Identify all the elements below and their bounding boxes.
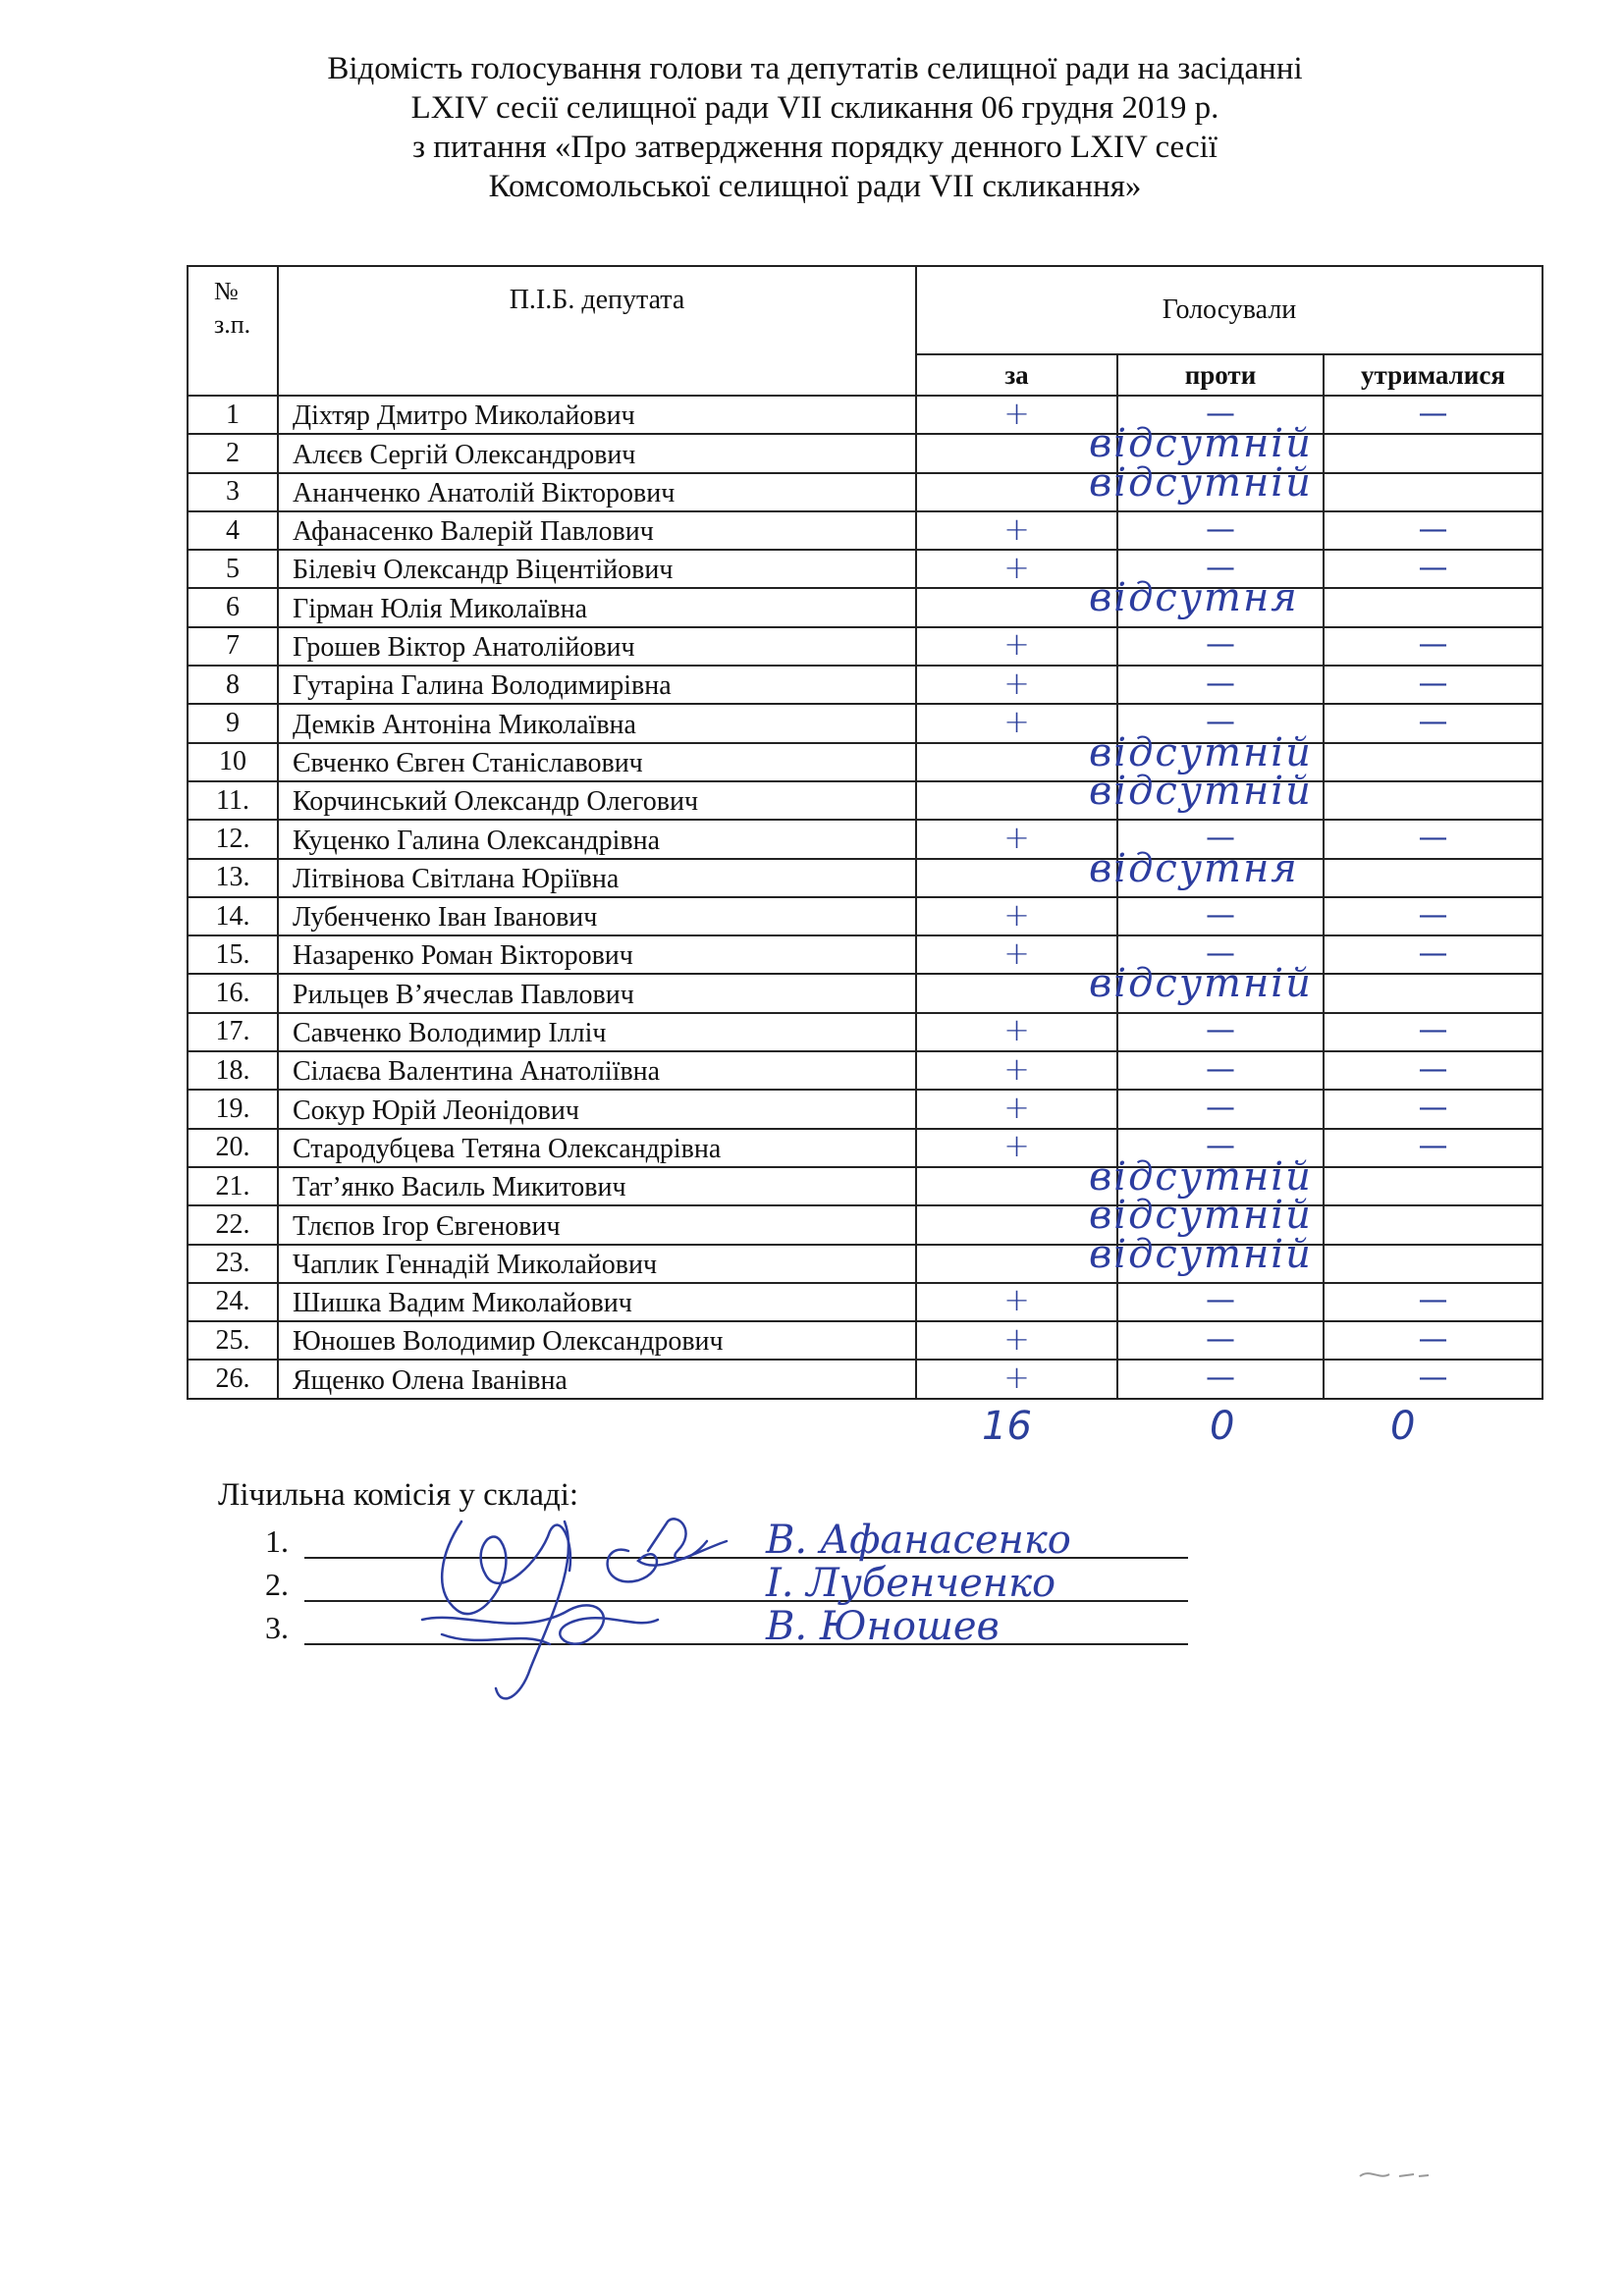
- row-number: 4: [188, 511, 278, 550]
- voting-table: [187, 265, 1543, 1400]
- vote-abstained: [1324, 743, 1543, 781]
- row-number: 17.: [188, 1013, 278, 1051]
- row-number: 12.: [188, 820, 278, 858]
- table-row: [188, 511, 1543, 550]
- vote-against: [1117, 1283, 1324, 1321]
- vote-against: [1117, 627, 1324, 666]
- plus-mark: +: [1003, 664, 1030, 702]
- table-body: [188, 396, 1543, 1399]
- vote-against: [1117, 897, 1324, 935]
- plus-mark: +: [1003, 895, 1030, 934]
- member-name: І. Лубенченко: [766, 1561, 1056, 1606]
- vote-against: [1117, 1051, 1324, 1090]
- dash-mark: —: [1206, 897, 1235, 933]
- dash-mark: —: [1206, 1321, 1235, 1357]
- dash-mark: —: [1206, 1090, 1235, 1125]
- vote-against: [1117, 511, 1324, 550]
- dash-mark: —: [1418, 1361, 1448, 1396]
- absent-note: відсутній: [1089, 961, 1313, 1007]
- row-number: 3: [188, 473, 278, 511]
- table-row: [188, 974, 1543, 1012]
- dash-mark: —: [1418, 627, 1448, 663]
- vote-against: [1117, 1321, 1324, 1360]
- row-number: 14.: [188, 897, 278, 935]
- vote-abstained: [1324, 550, 1543, 588]
- dash-mark: —: [1418, 705, 1448, 740]
- table-row: [188, 396, 1543, 434]
- handwritten-signatures: [403, 1482, 844, 1737]
- deputy-name: Грошев Віктор Анатолійович: [278, 627, 916, 666]
- row-number: 24.: [188, 1283, 278, 1321]
- vote-for: [916, 396, 1117, 434]
- table-row: [188, 1321, 1543, 1360]
- dash-mark: —: [1206, 705, 1235, 740]
- commission-label: Лічильна комісія у складі:: [218, 1477, 579, 1513]
- member-number: 3.: [265, 1610, 289, 1645]
- dash-mark: —: [1418, 1129, 1448, 1164]
- vote-against: [1117, 396, 1324, 434]
- vote-abstained: [1324, 1321, 1543, 1360]
- row-number: 26.: [188, 1360, 278, 1398]
- vote-for: [916, 1283, 1117, 1321]
- row-number: 11.: [188, 781, 278, 820]
- row-number: 19.: [188, 1090, 278, 1128]
- deputy-name: Назаренко Роман Вікторович: [278, 935, 916, 974]
- vote-for: [916, 627, 1117, 666]
- deputy-name: Рильцев В’ячеслав Павлович: [278, 974, 916, 1012]
- deputy-name: Афанасенко Валерій Павлович: [278, 511, 916, 550]
- table-row: [188, 935, 1543, 974]
- dash-mark: —: [1206, 511, 1235, 547]
- row-number: 6: [188, 588, 278, 626]
- deputy-name: Чаплик Геннадій Миколайович: [278, 1245, 916, 1283]
- total-for: 16: [982, 1404, 1032, 1449]
- table-row: [188, 897, 1543, 935]
- row-number: 5: [188, 550, 278, 588]
- dash-mark: —: [1418, 1090, 1448, 1125]
- vote-for: [916, 550, 1117, 588]
- title-line-4: Комсомольської селищної ради VII скликання»: [488, 169, 1142, 204]
- row-number: 13.: [188, 859, 278, 897]
- vote-against: [1089, 1231, 1324, 1283]
- vote-abstained: [1324, 666, 1543, 704]
- header-number: № з.п.: [188, 266, 278, 396]
- dash-mark: —: [1418, 935, 1448, 971]
- table-row: [188, 627, 1543, 666]
- table-row: [188, 588, 1543, 626]
- vote-for: [916, 859, 1117, 897]
- absent-note: відсутній: [1089, 421, 1313, 467]
- row-number: 16.: [188, 974, 278, 1012]
- dash-mark: —: [1206, 666, 1235, 701]
- dash-mark: —: [1418, 1051, 1448, 1087]
- absent-note: відсутній: [1089, 1231, 1313, 1277]
- vote-against: [1089, 768, 1324, 820]
- table-row: [188, 434, 1543, 472]
- vote-for: [916, 1013, 1117, 1051]
- table-row: [188, 473, 1543, 511]
- vote-for: [916, 974, 1117, 1012]
- table-row: [188, 1090, 1543, 1128]
- vote-for: [916, 1321, 1117, 1360]
- vote-for: [916, 588, 1117, 626]
- dash-mark: —: [1418, 666, 1448, 701]
- vote-against: [1117, 704, 1324, 742]
- row-number: 20.: [188, 1129, 278, 1167]
- document-title: [177, 49, 1453, 206]
- dash-mark: —: [1206, 820, 1235, 855]
- deputy-name: Стародубцева Тетяна Олександрівна: [278, 1129, 916, 1167]
- deputy-name: Тат’янко Василь Микитович: [278, 1167, 916, 1205]
- table-row: [188, 1360, 1543, 1398]
- vote-against: [1089, 845, 1324, 897]
- member-number: 1.: [265, 1523, 289, 1559]
- vote-abstained: [1324, 627, 1543, 666]
- vote-against: [1117, 1090, 1324, 1128]
- vote-against: [1089, 729, 1324, 781]
- vote-abstained: [1324, 1205, 1543, 1244]
- plus-mark: +: [1003, 1319, 1030, 1358]
- corner-mark: [1355, 2164, 1434, 2184]
- vote-abstained: [1324, 473, 1543, 511]
- row-number: 10: [188, 743, 278, 781]
- dash-mark: —: [1206, 627, 1235, 663]
- plus-mark: +: [1003, 1049, 1030, 1088]
- row-number: 22.: [188, 1205, 278, 1244]
- table-row: [188, 1205, 1543, 1244]
- header-voted: Голосували: [916, 266, 1543, 354]
- vote-for: [916, 473, 1117, 511]
- plus-mark: +: [1003, 1127, 1030, 1165]
- absent-note: відсутній: [1089, 459, 1313, 506]
- vote-against: [1089, 1153, 1324, 1205]
- absent-note: відсутня: [1089, 845, 1299, 891]
- table-row: [188, 859, 1543, 897]
- deputy-name: Демків Антоніна Миколаївна: [278, 704, 916, 742]
- vote-against: [1089, 1193, 1324, 1244]
- vote-against: [1089, 575, 1324, 626]
- dash-mark: —: [1418, 396, 1448, 431]
- deputy-name: Гірман Юлія Миколаївна: [278, 588, 916, 626]
- dash-mark: —: [1206, 1051, 1235, 1087]
- dash-mark: —: [1206, 1283, 1235, 1318]
- deputy-name: Алєєв Сергій Олександрович: [278, 434, 916, 472]
- deputy-name: Лубенченко Іван Іванович: [278, 897, 916, 935]
- deputy-name: Тлєпов Ігор Євгенович: [278, 1205, 916, 1244]
- deputy-name: Євченко Євген Станіславович: [278, 743, 916, 781]
- table-row: [188, 704, 1543, 742]
- deputy-name: Літвінова Світлана Юріївна: [278, 859, 916, 897]
- vote-for: [916, 666, 1117, 704]
- title-line-3: з питання «Про затвердження порядку денного LXIV сесії: [412, 130, 1218, 165]
- dash-mark: —: [1418, 897, 1448, 933]
- deputy-name: Діхтяр Дмитро Миколайович: [278, 396, 916, 434]
- table-row: [188, 550, 1543, 588]
- absent-note: відсутній: [1089, 1153, 1313, 1200]
- vote-for: [916, 704, 1117, 742]
- absent-note: відсутній: [1089, 729, 1313, 775]
- vote-against: [1117, 1360, 1324, 1398]
- row-number: 15.: [188, 935, 278, 974]
- dash-mark: —: [1206, 1013, 1235, 1048]
- table-row: [188, 1167, 1543, 1205]
- table-row: [188, 1051, 1543, 1090]
- table-row: [188, 1013, 1543, 1051]
- member-name: В. Афанасенко: [766, 1518, 1071, 1563]
- vote-abstained: [1324, 935, 1543, 974]
- row-number: 9: [188, 704, 278, 742]
- vote-abstained: [1324, 820, 1543, 858]
- vote-abstained: [1324, 859, 1543, 897]
- deputy-name: Сокур Юрій Леонідович: [278, 1090, 916, 1128]
- vote-abstained: [1324, 1129, 1543, 1167]
- vote-abstained: [1324, 1360, 1543, 1398]
- title-line-2: LXIV сесії селищної ради VII скликання 06 грудня 2019 р.: [410, 90, 1219, 126]
- table-row: [188, 1245, 1543, 1283]
- vote-for: [916, 1245, 1117, 1283]
- header-for: за: [916, 354, 1117, 396]
- dash-mark: —: [1418, 1321, 1448, 1357]
- deputy-name: Білевіч Олександр Віцентійович: [278, 550, 916, 588]
- plus-mark: +: [1003, 548, 1030, 586]
- vote-abstained: [1324, 396, 1543, 434]
- row-number: 2: [188, 434, 278, 472]
- vote-abstained: [1324, 897, 1543, 935]
- vote-for: [916, 743, 1117, 781]
- vote-against: [1117, 1129, 1324, 1167]
- table-row: [188, 743, 1543, 781]
- vote-for: [916, 935, 1117, 974]
- vote-abstained: [1324, 1167, 1543, 1205]
- vote-against: [1089, 459, 1324, 511]
- vote-abstained: [1324, 511, 1543, 550]
- plus-mark: +: [1003, 934, 1030, 972]
- plus-mark: +: [1003, 1088, 1030, 1126]
- vote-for: [916, 511, 1117, 550]
- dash-mark: —: [1418, 550, 1448, 585]
- vote-for: [916, 1167, 1117, 1205]
- header-against: проти: [1117, 354, 1324, 396]
- dash-mark: —: [1418, 1283, 1448, 1318]
- member-name: В. Юношев: [766, 1604, 1000, 1649]
- dash-mark: —: [1418, 511, 1448, 547]
- table-row: [188, 666, 1543, 704]
- vote-against: [1117, 935, 1324, 974]
- table-row: [188, 820, 1543, 858]
- vote-abstained: [1324, 434, 1543, 472]
- vote-abstained: [1324, 1051, 1543, 1090]
- vote-abstained: [1324, 1090, 1543, 1128]
- vote-against: [1089, 421, 1324, 472]
- vote-abstained: [1324, 974, 1543, 1012]
- plus-mark: +: [1003, 818, 1030, 856]
- vote-abstained: [1324, 781, 1543, 820]
- vote-for: [916, 1360, 1117, 1398]
- deputy-name: Куценко Галина Олександрівна: [278, 820, 916, 858]
- dash-mark: —: [1206, 935, 1235, 971]
- deputy-name: Шишка Вадим Миколайович: [278, 1283, 916, 1321]
- dash-mark: —: [1418, 1013, 1448, 1048]
- total-abstained: 0: [1390, 1404, 1416, 1449]
- absent-note: відсутній: [1089, 1193, 1313, 1239]
- header-name: П.І.Б. депутата: [278, 266, 916, 396]
- deputy-name: Ященко Олена Іванівна: [278, 1360, 916, 1398]
- vote-abstained: [1324, 588, 1543, 626]
- vote-abstained: [1324, 1245, 1543, 1283]
- dash-mark: —: [1206, 1361, 1235, 1396]
- absent-note: відсутній: [1089, 768, 1313, 814]
- row-number: 7: [188, 627, 278, 666]
- plus-mark: +: [1003, 703, 1030, 741]
- vote-abstained: [1324, 704, 1543, 742]
- vote-for: [916, 781, 1117, 820]
- header-abstained: утрималися: [1324, 354, 1543, 396]
- vote-for: [916, 434, 1117, 472]
- table-row: [188, 781, 1543, 820]
- vote-for: [916, 897, 1117, 935]
- vote-for: [916, 1129, 1117, 1167]
- row-number: 18.: [188, 1051, 278, 1090]
- absent-note: відсутня: [1089, 575, 1299, 621]
- title-line-1: Відомість голосування голови та депутатів селищної ради на засіданні: [327, 51, 1303, 86]
- table-row: [188, 1129, 1543, 1167]
- deputy-name: Гутаріна Галина Володимирівна: [278, 666, 916, 704]
- plus-mark: +: [1003, 394, 1030, 432]
- plus-mark: +: [1003, 1359, 1030, 1397]
- member-number: 2.: [265, 1567, 289, 1602]
- deputy-name: Юношев Володимир Олександрович: [278, 1321, 916, 1360]
- row-number: 8: [188, 666, 278, 704]
- deputy-name: Сілаєва Валентина Анатоліївна: [278, 1051, 916, 1090]
- dash-mark: —: [1418, 820, 1448, 855]
- row-number: 23.: [188, 1245, 278, 1283]
- deputy-name: Корчинський Олександр Олегович: [278, 781, 916, 820]
- plus-mark: +: [1003, 625, 1030, 664]
- row-number: 1: [188, 396, 278, 434]
- plus-mark: +: [1003, 509, 1030, 548]
- row-number: 21.: [188, 1167, 278, 1205]
- table-row: [188, 1283, 1543, 1321]
- row-number: 25.: [188, 1321, 278, 1360]
- vote-abstained: [1324, 1283, 1543, 1321]
- deputy-name: Ананченко Анатолій Вікторович: [278, 473, 916, 511]
- vote-against: [1089, 961, 1324, 1012]
- dash-mark: —: [1206, 550, 1235, 585]
- vote-against: [1117, 1013, 1324, 1051]
- vote-for: [916, 1051, 1117, 1090]
- vote-for: [916, 1205, 1117, 1244]
- dash-mark: —: [1206, 396, 1235, 431]
- plus-mark: +: [1003, 1011, 1030, 1049]
- vote-for: [916, 1090, 1117, 1128]
- vote-for: [916, 820, 1117, 858]
- plus-mark: +: [1003, 1281, 1030, 1319]
- total-against: 0: [1210, 1404, 1235, 1449]
- vote-against: [1117, 550, 1324, 588]
- vote-against: [1117, 820, 1324, 858]
- vote-abstained: [1324, 1013, 1543, 1051]
- dash-mark: —: [1206, 1129, 1235, 1164]
- vote-against: [1117, 666, 1324, 704]
- deputy-name: Савченко Володимир Ілліч: [278, 1013, 916, 1051]
